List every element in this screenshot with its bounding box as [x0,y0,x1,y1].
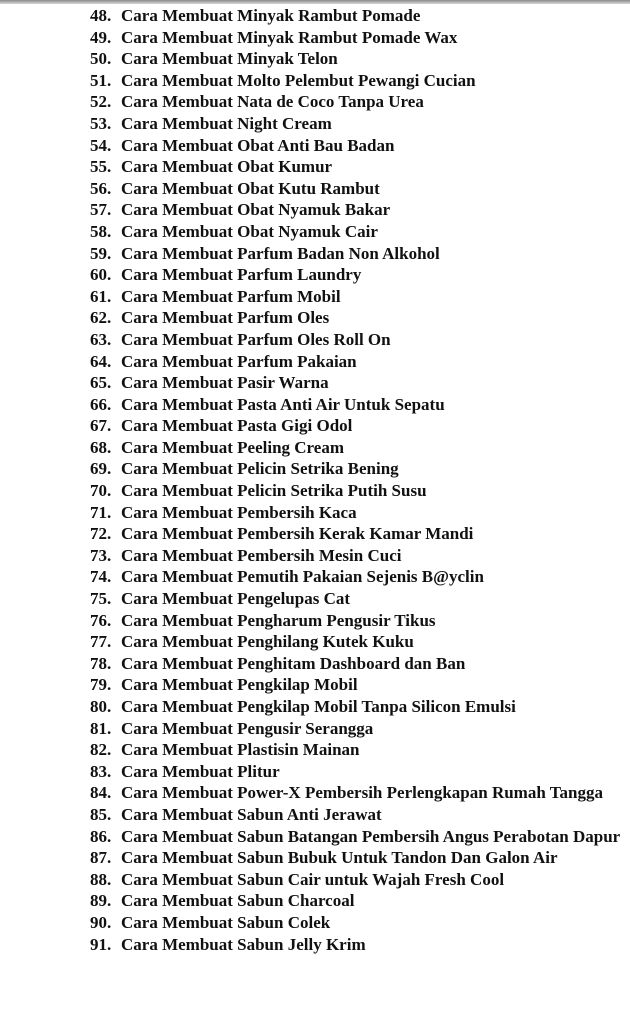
list-item-text: Cara Membuat Pengkilap Mobil [121,675,358,695]
list-item [90,761,625,783]
list-item-number: 68. [90,437,112,457]
list-item-text: Cara Membuat Pembersih Mesin Cuci [121,545,402,565]
list-item [90,739,625,761]
list-item [90,782,625,804]
list-item-number: 70. [90,481,112,501]
list-item [90,329,625,351]
list-item-number: 77. [90,632,112,652]
list-item [90,307,625,329]
list-item [90,610,625,632]
list-item-text: Cara Membuat Night Cream [121,113,332,133]
list-item-text: Cara Membuat Sabun Colek [121,912,331,932]
list-item-number: 87. [90,848,112,868]
list-item-text: Cara Membuat Pelicin Setrika Putih Susu [121,481,427,501]
list-item-number: 50. [90,49,112,69]
list-item [90,437,625,459]
list-item-number: 71. [90,502,112,522]
list-item-number: 66. [90,394,112,414]
numbered-list [90,5,625,955]
list-item-text: Cara Membuat Sabun Jelly Krim [121,934,366,954]
list-item-number: 79. [90,675,112,695]
list-item-text: Cara Membuat Obat Nyamuk Bakar [121,200,391,220]
list-item [90,113,625,135]
list-item-number: 76. [90,610,112,630]
list-item [90,804,625,826]
list-item [90,718,625,740]
list-item-text: Cara Membuat Obat Kumur [121,157,333,177]
list-item [90,458,625,480]
list-item [90,27,625,49]
list-item-text: Cara Membuat Minyak Rambut Pomade [121,6,421,25]
list-item [90,545,625,567]
list-item-number: 51. [90,70,112,90]
list-item-text: Cara Membuat Pengkilap Mobil Tanpa Silicon Emulsi [121,697,516,716]
list-item [90,566,625,588]
list-item-text: Cara Membuat Pasta Gigi Odol [121,416,353,436]
list-item-number: 82. [90,740,112,760]
list-item-text: Cara Membuat Pembersih Kerak Kamar Mandi [121,524,474,544]
list-item [90,869,625,891]
list-item-text: Cara Membuat Sabun Batangan Pembersih Angus Perabotan Dapur [121,826,621,846]
list-item-text: Cara Membuat Molto Pelembut Pewangi Cucian [121,70,476,90]
list-item-number: 89. [90,891,112,911]
list-item [90,826,625,848]
list-item-number: 61. [90,286,112,306]
list-item [90,221,625,243]
list-item-text: Cara Membuat Sabun Charcoal [121,891,355,911]
list-item [90,696,625,718]
list-item [90,502,625,524]
list-item-text: Cara Membuat Plitur [121,761,280,781]
list-item-number: 54. [90,135,112,155]
list-item [90,394,625,416]
list-item-text: Cara Membuat Sabun Anti Jerawat [121,804,382,824]
list-item-number: 78. [90,653,112,673]
list-item-text: Cara Membuat Pembersih Kaca [121,502,357,522]
list-item-number: 72. [90,524,112,544]
list-item-number: 52. [90,92,112,112]
list-item-text: Cara Membuat Pelicin Setrika Bening [121,459,399,479]
list-item [90,178,625,200]
list-item-number: 55. [90,157,112,177]
list-item-text: Cara Membuat Obat Nyamuk Cair [121,221,378,241]
list-item-text: Cara Membuat Obat Anti Bau Badan [121,135,395,155]
list-item-text: Cara Membuat Parfum Mobil [121,286,341,306]
list-item-text: Cara Membuat Pengusir Serangga [121,718,374,738]
list-item-number: 62. [90,308,112,328]
list-item-text: Cara Membuat Power-X Pembersih Perlengkapan Rumah Tangga [121,783,603,803]
list-item-number: 64. [90,351,112,371]
list-item-number: 80. [90,697,112,716]
list-item [90,653,625,675]
list-item-text: Cara Membuat Sabun Bubuk Untuk Tandon Dan Galon Air [121,848,558,868]
list-item-text: Cara Membuat Pasir Warna [121,373,329,393]
list-item [90,48,625,70]
list-item [90,674,625,696]
list-item-number: 69. [90,459,112,479]
list-item-text: Cara Membuat Pasta Anti Air Untuk Sepatu [121,394,445,414]
list-item [90,70,625,92]
list-item-text: Cara Membuat Parfum Pakaian [121,351,357,371]
list-item-number: 90. [90,912,112,932]
list-item-text: Cara Membuat Obat Kutu Rambut [121,178,380,198]
list-item [90,91,625,113]
list-item-number: 88. [90,869,112,889]
list-item-number: 67. [90,416,112,436]
list-item-number: 63. [90,329,112,349]
list-item [90,286,625,308]
list-item-number: 49. [90,27,112,47]
list-item-number: 60. [90,265,112,285]
list-item-text: Cara Membuat Pengharum Pengusir Tikus [121,610,436,630]
list-item [90,264,625,286]
list-item [90,415,625,437]
list-item-number: 75. [90,589,112,609]
list-item-text: Cara Membuat Parfum Badan Non Alkohol [121,243,440,263]
list-item [90,847,625,869]
list-item-number: 56. [90,178,112,198]
list-item-text: Cara Membuat Pemutih Pakaian Sejenis B@yclin [121,567,484,587]
list-item [90,156,625,178]
list-item [90,372,625,394]
list-item-text: Cara Membuat Pengelupas Cat [121,589,351,609]
list-item [90,523,625,545]
list-item-number: 59. [90,243,112,263]
list-item-number: 73. [90,545,112,565]
list-item [90,135,625,157]
list-item-number: 83. [90,761,112,781]
list-item-text: Cara Membuat Parfum Laundry [121,265,362,285]
list-item [90,243,625,265]
list-item-number: 91. [90,934,112,954]
list-item-number: 57. [90,200,112,220]
list-item-text: Cara Membuat Nata de Coco Tanpa Urea [121,92,424,112]
list-item-number: 53. [90,113,112,133]
list-item-number: 81. [90,718,112,738]
list-item [90,5,625,27]
list-item [90,912,625,934]
list-item [90,199,625,221]
list-item-text: Cara Membuat Minyak Telon [121,49,338,69]
list-item-number: 85. [90,804,112,824]
list-item-text: Cara Membuat Sabun Cair untuk Wajah Fresh Cool [121,869,505,889]
list-item-text: Cara Membuat Peeling Cream [121,437,344,457]
list-item [90,890,625,912]
list-item [90,934,625,956]
list-item-text: Cara Membuat Parfum Oles [121,308,330,328]
list-item [90,480,625,502]
list-item-text: Cara Membuat Plastisin Mainan [121,740,360,760]
list-item-text: Cara Membuat Penghitam Dashboard dan Ban [121,653,466,673]
list-item-text: Cara Membuat Parfum Oles Roll On [121,329,391,349]
list-item [90,631,625,653]
list-item-number: 65. [90,373,112,393]
list-item-number: 84. [90,783,112,803]
list-item-number: 58. [90,221,112,241]
list-item [90,588,625,610]
list-item-number: 74. [90,567,112,587]
list-item-text: Cara Membuat Penghilang Kutek Kuku [121,632,414,652]
list-item [90,351,625,373]
top-edge-divider [0,0,630,4]
list-item-number: 48. [90,6,112,25]
list-item-number: 86. [90,826,112,846]
list-item-text: Cara Membuat Minyak Rambut Pomade Wax [121,27,458,47]
